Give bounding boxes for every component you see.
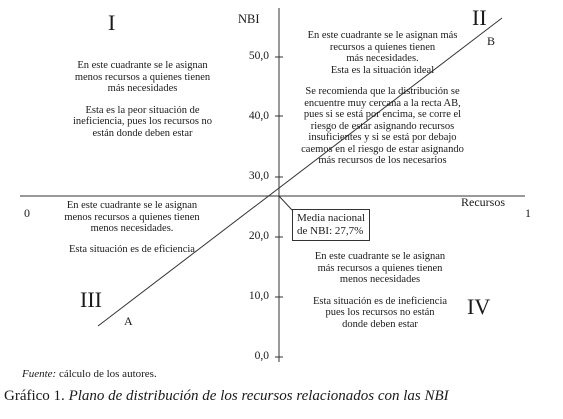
text-line: menos recursos a quienes tienen — [64, 211, 200, 223]
text-line: Se recomienda que la distribución se — [305, 86, 460, 97]
quadrant-iv-text — [290, 251, 470, 330]
y-tick-label: 20,0 — [248, 230, 269, 242]
text-line: pues si se está por encima, se corre el — [303, 109, 462, 120]
text-line: riesgo de estar asignando recursos — [310, 120, 455, 132]
national-mean-callout — [292, 209, 370, 241]
quadrant-numeral-iii: III — [80, 287, 102, 312]
x-axis-max: 1 — [525, 206, 531, 220]
callout-line: de NBI: 27,7% — [297, 225, 364, 237]
text-line: pues los recursos no están — [325, 307, 435, 318]
callout-line: Media nacional — [297, 212, 366, 224]
x-axis-title: Recursos — [461, 195, 505, 209]
text-line: En este cuadrante se le asignan — [66, 200, 198, 211]
point-a-label: A — [124, 314, 133, 328]
x-axis-min: 0 — [24, 206, 30, 220]
text-line: donde deben estar — [342, 318, 418, 330]
callout-leader — [279, 196, 292, 210]
quadrant-numeral-iv: IV — [467, 294, 491, 319]
quadrant-numeral-i: I — [108, 10, 116, 35]
source-note — [22, 368, 157, 380]
text-line: En este cuadrante se le asignan — [77, 60, 208, 71]
figure-caption — [4, 388, 449, 405]
text-line: menos necesidades — [339, 274, 421, 285]
text-line: más necesidades. — [346, 53, 419, 64]
y-tick-label: 50,0 — [248, 50, 269, 62]
y-tick-label: 30,0 — [248, 170, 269, 182]
text-line: están donde deben estar — [92, 127, 193, 139]
text-line: más recursos a quienes tienen — [317, 262, 443, 274]
quadrant-iii-text — [42, 200, 222, 255]
y-tick-label: 40,0 — [248, 110, 269, 122]
text-line: menos necesidades. — [90, 223, 174, 234]
caption-title: Plano de distribución de los recursos relacionados con las NBI — [68, 388, 449, 404]
text-line: más necesidades — [107, 83, 178, 94]
caption-prefix: Gráfico 1. — [4, 388, 69, 404]
text-line: Esta es la situación ideal — [330, 64, 435, 76]
text-line: caemos en el riesgo de estar asignando — [301, 143, 464, 155]
point-b-label: B — [487, 34, 496, 48]
text-line: recursos a quienes tienen — [329, 41, 436, 53]
quadrant-i-text — [50, 60, 235, 139]
text-line: ineficiencia, pues los recursos no — [72, 116, 213, 127]
text-line: Esta situación es de ineficiencia — [312, 295, 448, 307]
text-line: En este cuadrante se le asignan — [314, 251, 446, 262]
y-tick-label: 0,0 — [254, 350, 269, 362]
text-line: menos recursos a quienes tienen — [74, 71, 211, 83]
quadrant-ii-text — [285, 30, 480, 167]
y-axis-title: NBI — [238, 12, 260, 26]
text-line: encuentre muy cercana a la recta AB, — [304, 97, 461, 109]
quadrant-numeral-ii: II — [472, 5, 487, 30]
text-line: Esta es la peor situación de — [85, 104, 200, 116]
text-line: En este cuadrante se le asignan más — [307, 30, 458, 41]
y-tick-label: 10,0 — [248, 290, 269, 302]
text-line: insuficientes y si se está por debajo — [308, 132, 457, 143]
text-line: Esta situación es de eficiencia — [69, 243, 195, 255]
source-text: cálculo de los autores. — [56, 368, 157, 380]
source-label: Fuente: — [22, 368, 57, 380]
text-line: más recursos de los necesarios — [318, 155, 447, 166]
